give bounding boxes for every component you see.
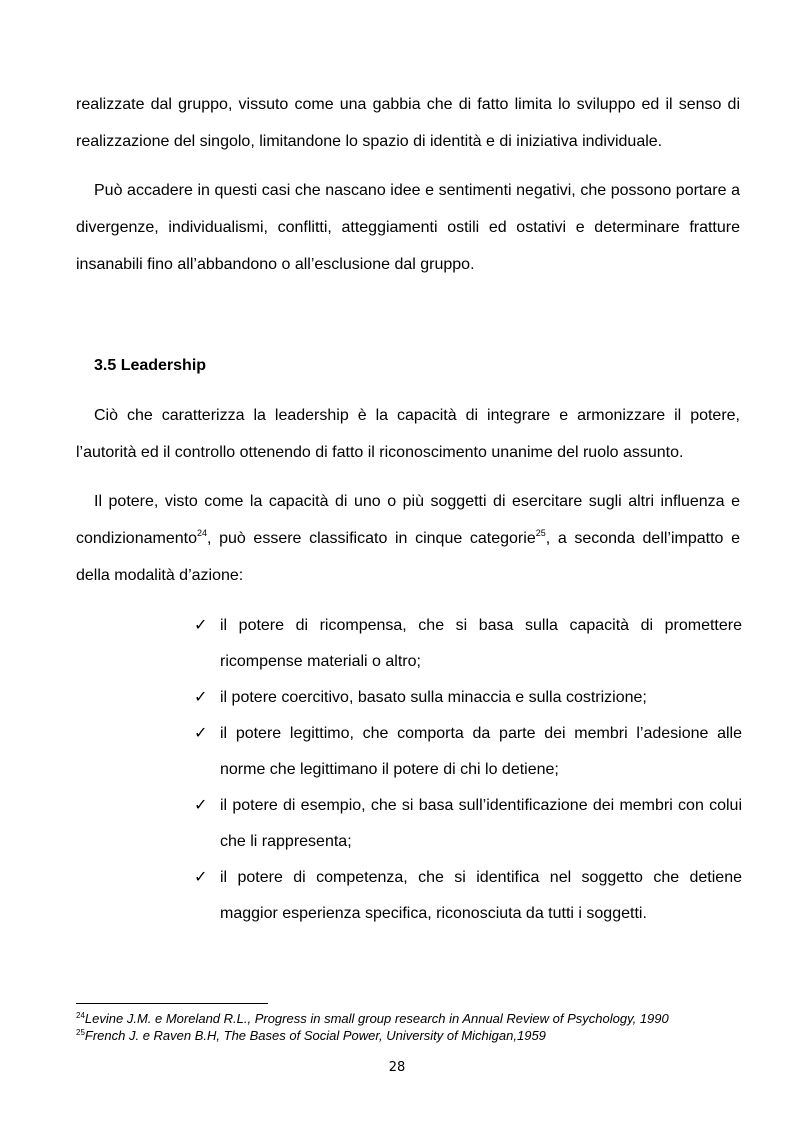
footnote-25 (76, 1027, 756, 1044)
footnote-24 (76, 1010, 756, 1027)
list-item (194, 680, 742, 716)
list-item-text: il potere coercitivo, basato sulla minaccia e sulla costrizione; (220, 689, 647, 706)
footnote-number: 24 (76, 1011, 85, 1020)
footnote-separator (76, 1003, 268, 1004)
paragraph-text: Il potere, visto come la capacità di uno o più soggetti di esercitare sugli altri influenza e condizionamento (76, 493, 740, 547)
power-types-list (194, 608, 742, 932)
list-item (194, 608, 742, 680)
page-number: 28 (388, 1060, 406, 1075)
paragraph-text: , può essere classificato in cinque categorie (206, 530, 536, 547)
list-item-text: il potere di esempio, che si basa sull’identificazione dei membri con colui che li rappresenta; (220, 797, 742, 850)
list-item (194, 860, 742, 932)
checkmark-icon: ✓ (194, 725, 208, 742)
list-item-text: il potere legittimo, che comporta da parte dei membri l’adesione alle norme che legittimano il potere di chi lo detiene; (220, 725, 742, 778)
paragraph-power-categories (76, 483, 740, 594)
footnote-text: French J. e Raven B.H, The Bases of Social Power, University of Michigan,1959 (84, 1028, 546, 1043)
checkmark-icon: ✓ (194, 869, 208, 886)
list-item (194, 716, 742, 788)
paragraph-continuation: realizzate dal gruppo, vissuto come una gabbia che di fatto limita lo sviluppo ed il senso di realizzazione del singolo, limitandone lo spazio di identità e di iniziativa individuale. (76, 96, 740, 150)
paragraph-negative-feelings: Può accadere in questi casi che nascano idee e sentimenti negativi, che possono portare a divergenze, individualismi, conflitti, atteggiamenti ostili ed ostativi e determinare fratture insanabili fino all’abbandono o all’esclusione dal gruppo. (76, 182, 740, 273)
footnote-ref-25[interactable]: 25 (535, 528, 546, 538)
footnote-number: 25 (76, 1028, 85, 1037)
checkmark-icon: ✓ (194, 689, 208, 706)
paragraph-leadership-definition: Ciò che caratterizza la leadership è la capacità di integrare e armonizzare il potere, l’autorità ed il controllo ottenendo di fatto il riconoscimento unanime del ruolo assunto. (76, 407, 740, 461)
list-item-text: il potere di ricompensa, che si basa sulla capacità di promettere ricompense materiali o altro; (220, 617, 742, 670)
footnote-text: Levine J.M. e Moreland R.L., Progress in small group research in Annual Review of Psychology, 1990 (84, 1011, 669, 1026)
checkmark-icon: ✓ (194, 617, 208, 634)
footnotes (76, 1010, 756, 1044)
list-item-text: il potere di competenza, che si identifica nel soggetto che detiene maggior esperienza specifica, riconosciuta da tutti i soggetti. (220, 869, 742, 922)
paragraph-text: , a seconda dell’impatto e della modalità d’azione: (76, 530, 740, 584)
section-heading: 3.5 Leadership (94, 357, 207, 374)
list-item (194, 788, 742, 860)
checkmark-icon: ✓ (194, 797, 208, 814)
footnote-ref-24[interactable]: 24 (196, 528, 207, 538)
